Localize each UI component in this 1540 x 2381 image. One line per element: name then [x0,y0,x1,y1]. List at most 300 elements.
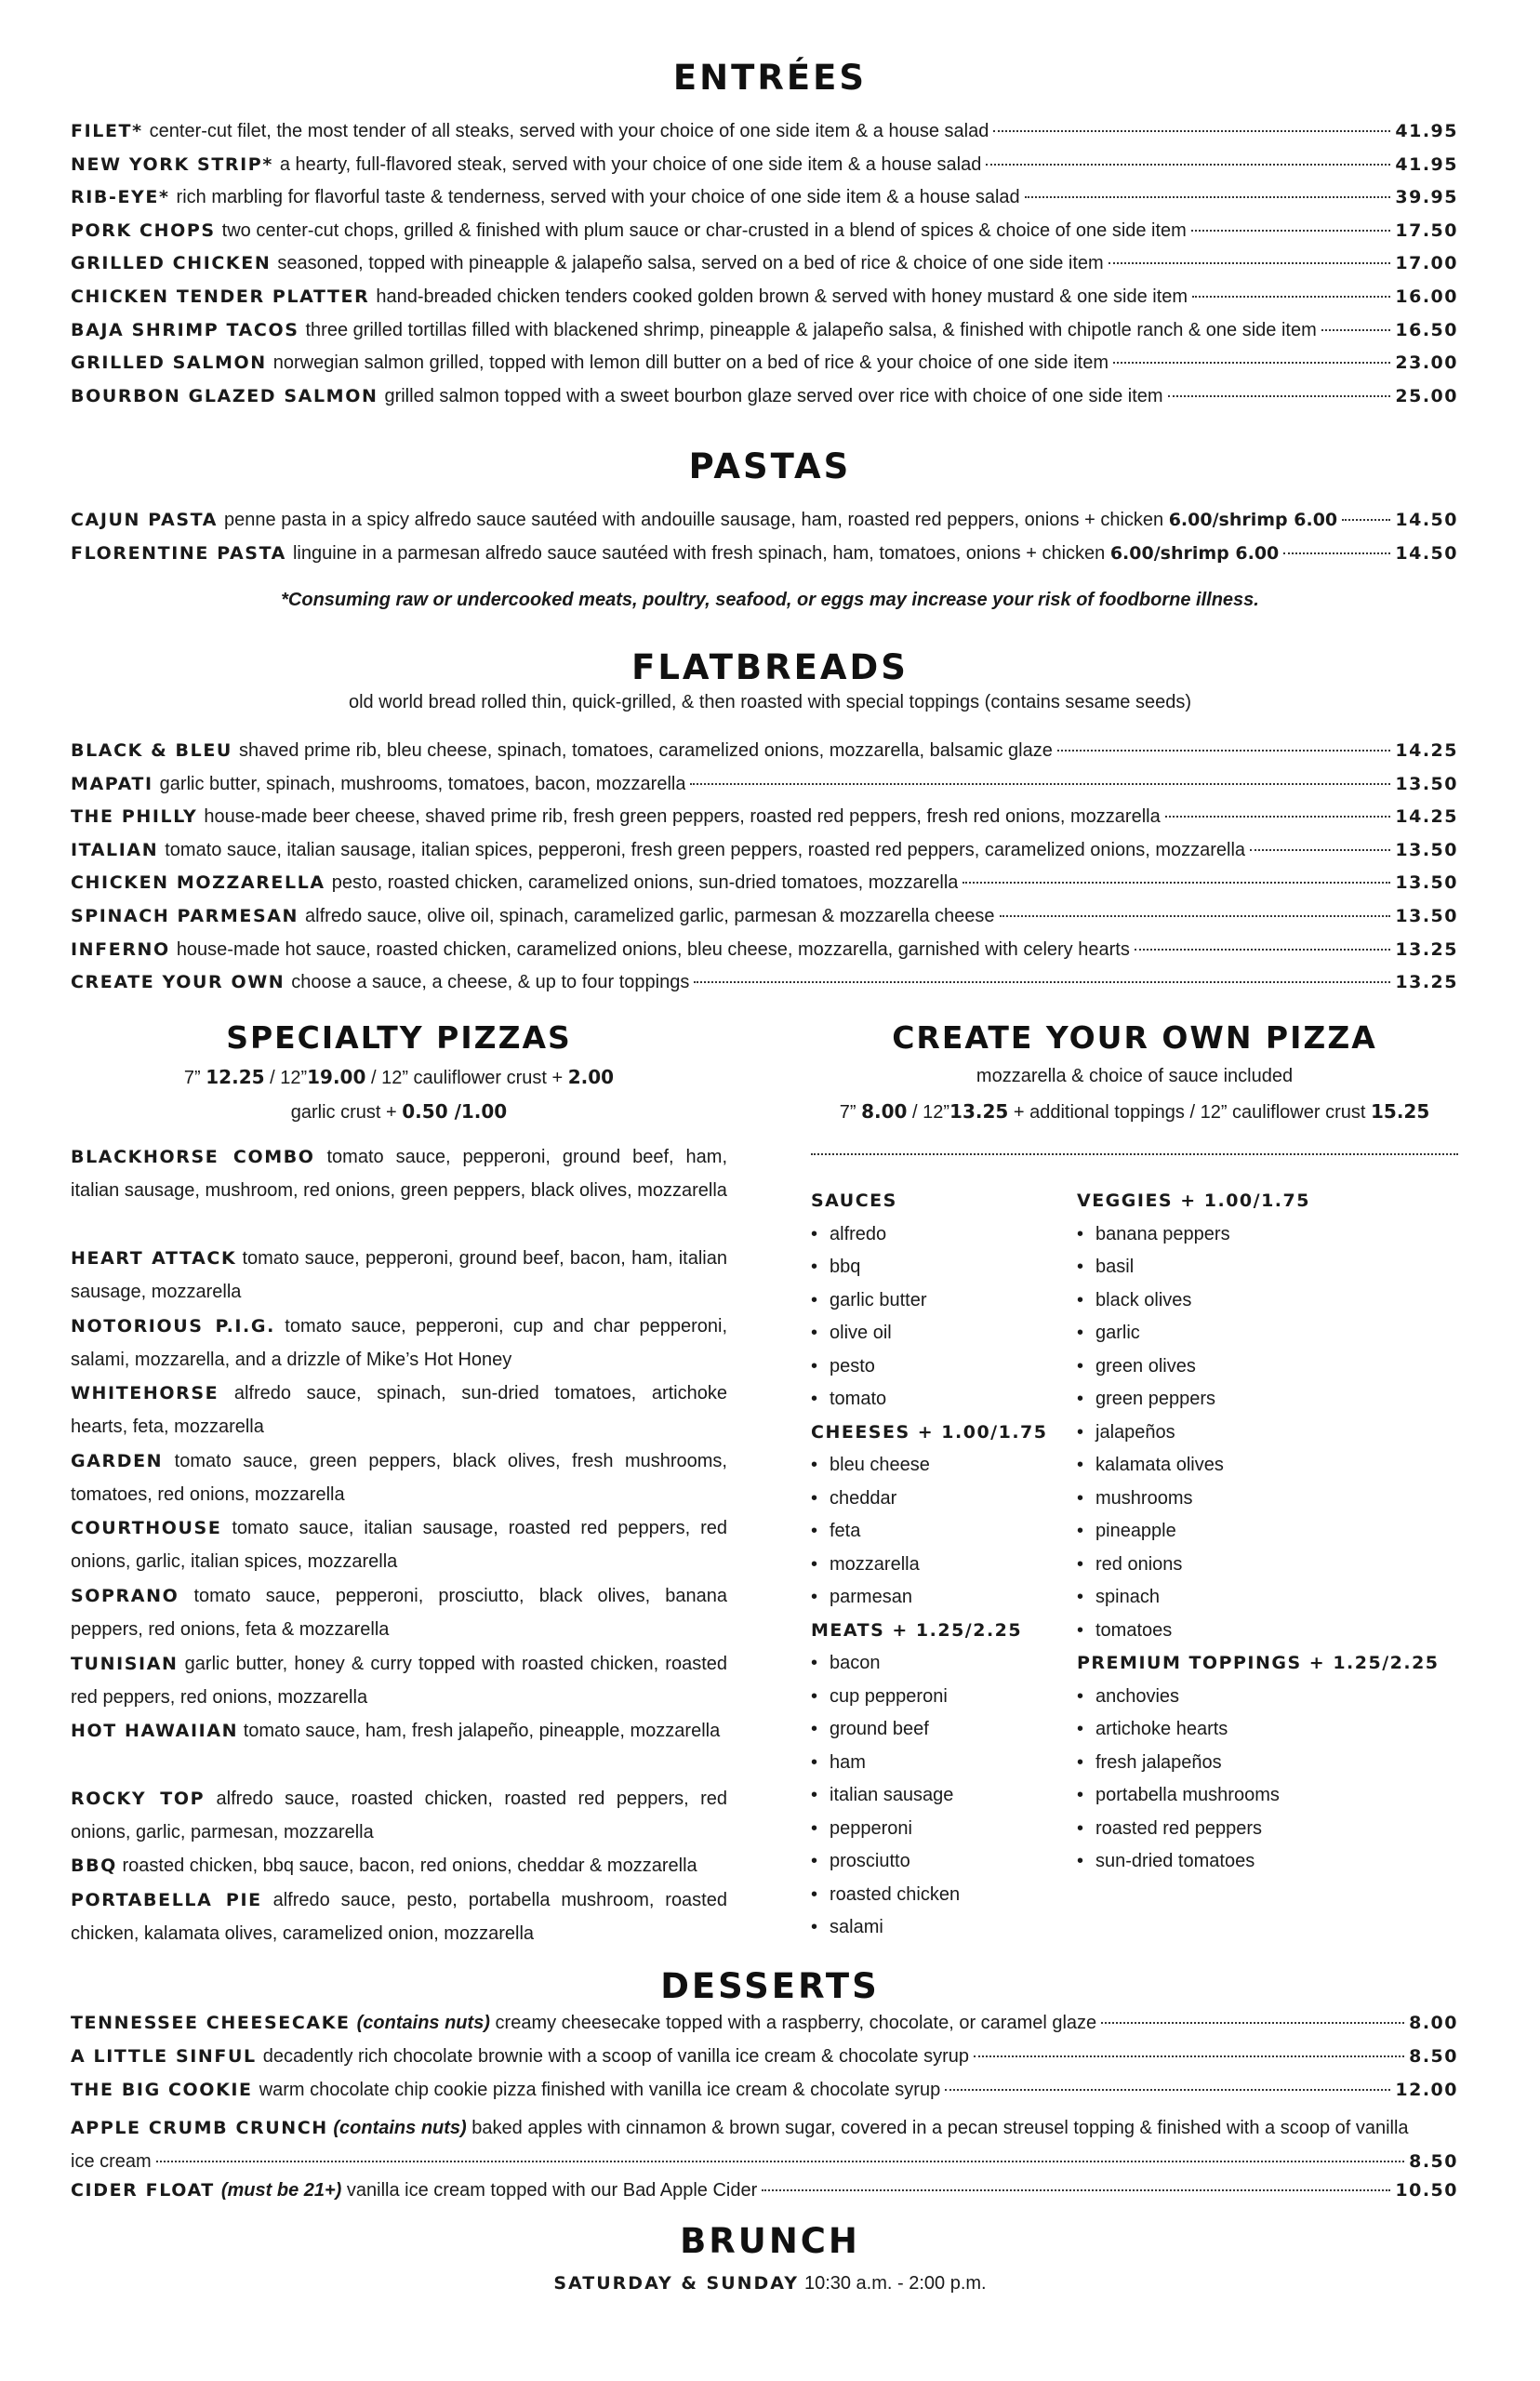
flatbread-row [71,939,1458,971]
dot-leader [690,783,1390,785]
specialty-pizzas-title: SPECIALTY PIZZAS [226,1019,572,1056]
bullet: • [811,1751,818,1773]
bullet: • [811,1883,818,1905]
dot-leader [1025,196,1391,198]
bullet: • [811,1455,818,1475]
topping-name: roasted red peppers [1095,1817,1263,1839]
topping-item [1077,1224,1230,1245]
topping-name: red onions [1095,1553,1183,1575]
item-name: CAJUN PASTA [71,510,219,530]
pizza-description: tomato sauce, pepperoni, cup and char pepperoni, salami, mozzarella, and a drizzle of Mike’s Hot Honey [71,1315,727,1370]
topping-item [1077,1686,1179,1708]
topping-item [811,1785,953,1806]
dessert-price: 10.50 [1395,2180,1458,2201]
entree-row [71,286,1458,318]
dessert-description-text: creamy cheesecake topped with a raspberry, chocolate, or caramel glaze [495,2013,1097,2033]
entree-row [71,352,1458,384]
topping-item [811,1455,930,1476]
pizza-name: BBQ [71,1856,117,1877]
topping-item [811,1686,948,1708]
flatbread-row [71,840,1458,871]
item-name: THE PHILLY [71,806,198,828]
topping-item [1077,1455,1224,1476]
foodborne-disclaimer: *Consuming raw or undercooked meats, poultry, seafood, or eggs may increase your risk of foodborne illness. [281,590,1259,610]
item-price: 17.00 [1395,253,1458,274]
bullet: • [1077,1553,1084,1575]
pizza-name: WHITEHORSE [71,1383,219,1404]
dot-leader [1168,395,1391,397]
topping-category-meats: MEATS + 1.25/2.25 [811,1619,1023,1641]
brunch-time: 10:30 a.m. - 2:00 p.m. [803,2273,987,2294]
item-name: PORK CHOPS [71,219,216,241]
topping-name: green olives [1095,1355,1196,1377]
specialty-pizza-item [71,1377,727,1443]
specialty-pizza-item [71,1782,727,1849]
cyo-cauliflower-price: 15.25 [1370,1100,1430,1123]
item-price: 14.25 [1395,740,1458,761]
bullet: • [1077,1685,1084,1707]
item-description [305,906,994,927]
topping-name: sun-dried tomatoes [1095,1851,1255,1871]
bullet: • [811,1487,818,1509]
item-name: NEW YORK STRIP* [71,153,273,175]
dot-leader [1342,519,1390,521]
pasta-row [71,510,1458,541]
bullet: • [811,1785,818,1805]
topping-name: kalamata olives [1095,1455,1224,1475]
item-price: 16.50 [1395,319,1458,340]
dessert-price: 12.00 [1395,2080,1458,2100]
dot-leader [762,2189,1390,2191]
topping-name: bbq [830,1257,861,1277]
topping-name: cheddar [830,1487,897,1509]
topping-name: artichoke hearts [1095,1719,1228,1739]
item-name: BAJA SHRIMP TACOS [71,319,299,340]
pastas-title: PASTAS [688,446,852,486]
item-name: MAPATI [71,773,153,794]
topping-item [1077,1356,1196,1377]
bullet: • [1077,1421,1084,1443]
item-description [160,774,686,795]
item-description-text: linguine in a parmesan alfredo sauce sautéed with fresh spinach, ham, tomatoes, onions + chicken [292,542,1106,564]
item-description-text: alfredo sauce, olive oil, spinach, caramelized garlic, parmesan & mozzarella cheese [305,906,995,926]
topping-item [811,1290,927,1311]
topping-name: olive oil [830,1323,892,1343]
item-name: INFERNO [71,938,170,960]
item-description [165,840,1245,861]
item-description [332,872,959,894]
bullet: • [811,1521,818,1541]
bullet: • [811,1685,818,1707]
dessert-line-1 [71,2111,1458,2145]
dessert-description: baked apples with cinnamon & brown sugar, covered in a pecan streusel topping & finished with a scoop of vanilla [471,2118,1409,2138]
pizza-description: roasted chicken, bbq sauce, bacon, red onions, cheddar & mozzarella [122,1856,697,1877]
item-description-text: rich marbling for flavorful taste & tenderness, served with your choice of one side item & a house salad [176,187,1020,208]
dot-leader [1165,816,1391,818]
item-price: 41.95 [1395,153,1458,175]
topping-name: parmesan [830,1587,912,1607]
desserts-title: DESSERTS [660,1966,880,2006]
topping-name: portabella mushrooms [1095,1785,1280,1805]
pizza-description: tomato sauce, pepperoni, prosciutto, black olives, banana peppers, red onions, feta & mozzarella [71,1585,728,1640]
entree-row [71,121,1458,153]
topping-item [1077,1785,1280,1806]
bullet: • [1077,1521,1084,1541]
item-description [273,352,1109,374]
item-price: 14.50 [1395,510,1458,530]
item-description [277,253,1103,274]
create-your-own-pizza-title: CREATE YOUR OWN PIZZA [892,1019,1377,1056]
item-name: GRILLED CHICKEN [71,253,272,274]
flatbread-row [71,972,1458,1004]
item-description [239,740,1053,762]
topping-item [1077,1752,1222,1774]
item-name: RIB-EYE* [71,187,170,208]
topping-name: italian sausage [830,1785,954,1805]
item-name: CHICKEN TENDER PLATTER [71,286,370,307]
topping-item [1077,1818,1262,1840]
pizza-description: alfredo sauce, spinach, sun-dried tomatoes, artichoke hearts, feta, mozzarella [71,1383,727,1438]
pizza-name: BLACKHORSE COMBO [71,1147,315,1167]
item-description-text: three grilled tortillas filled with blackened shrimp, pineapple & jalapeño salsa, & finished with chipotle ranch & one side item [305,319,1317,340]
pizza-name: SOPRANO [71,1585,179,1606]
item-description-text: seasoned, topped with pineapple & jalapeño salsa, served on a bed of rice & choice of one side item [277,253,1104,274]
topping-name: bleu cheese [830,1455,930,1475]
bullet: • [1077,1851,1084,1871]
entree-row [71,320,1458,352]
bullet: • [1077,1355,1084,1377]
item-name: CHICKEN MOZZARELLA [71,872,325,894]
dot-leader [945,2089,1390,2091]
topping-item [811,1356,875,1377]
flatbread-row [71,774,1458,805]
topping-item [811,1851,910,1872]
dessert-description-text: vanilla ice cream topped with our Bad Apple Cider [346,2180,758,2201]
topping-name: feta [830,1521,861,1541]
topping-item [811,1389,886,1410]
topping-item [1077,1422,1175,1443]
price-12: 19.00 [307,1066,366,1088]
item-price: 39.95 [1395,187,1458,208]
dot-leader [1283,552,1390,554]
topping-item [811,1554,920,1576]
item-description-text: a hearty, full-flavored steak, served with your choice of one side item & a house salad [279,153,982,175]
topping-item [811,1323,892,1344]
item-description [204,806,1160,828]
bullet: • [1077,1257,1084,1277]
dessert-name: THE BIG COOKIE [71,2080,253,2100]
item-description [224,510,1337,531]
dessert-description [221,2180,757,2201]
dot-leader [1000,915,1391,917]
cyo-size-7: 7” [839,1102,856,1123]
topping-name: spinach [1095,1587,1160,1607]
flatbread-row [71,806,1458,838]
dessert-name: TENNESSEE CHEESECAKE [71,2013,351,2033]
dot-leader [962,882,1390,884]
item-name: BOURBON GLAZED SALMON [71,385,378,406]
specialty-pizza-item [71,1511,727,1578]
dessert-row [71,2013,1458,2044]
item-description-text: hand-breaded chicken tenders cooked golden brown & served with honey mustard & one side item [376,286,1188,307]
specialty-pizza-item [71,1579,727,1646]
pizza-description: tomato sauce, pepperoni, ground beef, bacon, ham, italian sausage, mozzarella [71,1247,727,1302]
bullet: • [1077,1289,1084,1310]
dessert-description-cont: ice cream [71,2151,152,2172]
dessert-description [263,2046,969,2068]
entrees-title: ENTRÉES [672,58,868,98]
item-description-text: norwegian salmon grilled, topped with lemon dill butter on a bed of rice & your choice of one side item [272,352,1109,374]
topping-item [1077,1554,1182,1576]
item-description-text: tomato sauce, italian sausage, italian spices, pepperoni, fresh green peppers, roasted red peppers, caramelized onions, mozzarella [165,839,1246,860]
item-addon-price: 6.00/shrimp 6.00 [1109,542,1280,564]
item-price: 14.50 [1395,542,1458,564]
dot-leader [1109,262,1391,264]
item-description [280,154,981,176]
item-price: 13.25 [1395,972,1458,993]
topping-name: garlic butter [830,1289,927,1310]
item-price: 13.50 [1395,773,1458,794]
topping-item [811,1719,929,1740]
flatbread-row [71,906,1458,938]
dot-leader [1192,296,1390,298]
dessert-description [259,2080,941,2101]
pizza-description: alfredo sauce, roasted chicken, roasted red peppers, red onions, garlic, parmesan, mozzarella [71,1788,727,1842]
bullet: • [811,1355,818,1377]
bullet: • [1077,1455,1084,1475]
size-7: 7” [183,1068,201,1088]
dessert-description-text: decadently rich chocolate brownie with a scoop of vanilla ice cream & chocolate syrup [262,2046,970,2067]
bullet: • [811,1257,818,1277]
item-description-text: two center-cut chops, grilled & finished with plum sauce or char-crusted in a blend of spices & choice of one side item [221,219,1187,241]
pizza-description: tomato sauce, italian sausage, roasted red peppers, red onions, garlic, italian spices, mozzarella [71,1518,727,1573]
topping-item [811,1488,896,1510]
dessert-name: CIDER FLOAT [71,2180,215,2201]
item-description [177,939,1130,961]
item-price: 13.50 [1395,872,1458,894]
entree-row [71,220,1458,252]
item-description-text: grilled salmon topped with a sweet bourbon glaze served over rice with choice of one side item [384,385,1163,406]
bullet: • [811,1323,818,1343]
item-price: 14.25 [1395,806,1458,828]
topping-item [1077,1521,1176,1542]
item-price: 41.95 [1395,121,1458,141]
cyo-price-7: 8.00 [861,1100,908,1123]
item-addon-price: 6.00/shrimp 6.00 [1168,510,1338,530]
bullet: • [811,1587,818,1607]
item-description-text: house-made hot sauce, roasted chicken, caramelized onions, bleu cheese, mozzarella, garnished with celery hearts [176,938,1130,960]
brunch-title: BRUNCH [680,2221,860,2261]
cyo-price-line [811,1100,1458,1124]
pizza-name: ROCKY TOP [71,1788,206,1809]
item-name: GRILLED SALMON [71,352,267,374]
bullet: • [1077,1323,1084,1343]
topping-item [811,1752,866,1774]
bullet: • [811,1289,818,1310]
topping-item [811,1818,912,1840]
cyo-divider [811,1153,1458,1155]
bullet: • [811,1719,818,1739]
pizza-description: alfredo sauce, pesto, portabella mushroom, roasted chicken, kalamata olives, caramelized onion, mozzarella [71,1889,727,1944]
cyo-price-12: 13.25 [949,1100,1009,1123]
topping-category-sauces: SAUCES [811,1190,897,1211]
bullet: • [1077,1389,1084,1409]
specialty-pizza-item [71,1883,727,1950]
pizza-description: garlic butter, honey & curry topped with roasted chicken, roasted red peppers, red onions, mozzarella [71,1653,728,1708]
item-description-text: center-cut filet, the most tender of all steaks, served with your choice of one side item & a house salad [149,121,989,141]
topping-item [811,1224,886,1245]
dessert-price: 8.50 [1409,2046,1458,2067]
topping-name: anchovies [1095,1685,1180,1707]
specialty-pizza-item [71,1849,727,1882]
price-7: 12.25 [206,1066,265,1088]
bullet: • [811,1223,818,1244]
topping-name: green peppers [1095,1389,1215,1409]
dessert-line-2 [71,2145,1458,2178]
flatbread-row [71,740,1458,772]
bullet: • [1077,1785,1084,1805]
specialty-pizza-item [71,1310,727,1377]
pizza-name: PORTABELLA PIE [71,1889,262,1910]
item-name: FILET* [71,121,143,141]
topping-category-cheeses: CHEESES + 1.00/1.75 [811,1421,1048,1443]
specialty-pizza-item [71,1444,727,1511]
pizza-name: TUNISIAN [71,1653,179,1674]
dot-leader [986,164,1390,166]
item-description [150,121,989,142]
topping-category-premium: PREMIUM TOPPINGS + 1.25/2.25 [1077,1653,1440,1673]
topping-item [811,1884,960,1906]
dot-leader [1113,362,1390,364]
topping-item [811,1653,881,1674]
dessert-note: (must be 21+) [220,2180,342,2201]
dessert-price: 8.50 [1409,2151,1458,2172]
topping-item [1077,1488,1192,1510]
dot-leader [993,130,1390,132]
item-description [376,286,1188,308]
entree-row [71,154,1458,186]
topping-name: tomatoes [1095,1619,1173,1641]
item-price: 16.00 [1395,286,1458,307]
bullet: • [811,1817,818,1839]
garlic-crust-price: 0.50 /1.00 [402,1100,508,1123]
topping-name: roasted chicken [830,1883,961,1905]
topping-item [1077,1257,1134,1278]
dessert-row [71,2111,1458,2178]
dot-leader [694,981,1390,983]
topping-name: bacon [830,1653,881,1673]
pizza-description: tomato sauce, pepperoni, ground beef, ham, italian sausage, mushroom, red onions, green peppers, black olives, mozzarella [71,1147,728,1201]
item-name: ITALIAN [71,839,159,860]
bullet: • [1077,1487,1084,1509]
bullet: • [811,1851,818,1871]
dessert-note: (contains nuts) [333,2118,467,2138]
item-price: 13.50 [1395,906,1458,926]
cauliflower-label: / 12” cauliflower crust + [370,1068,564,1088]
dessert-row [71,2046,1458,2078]
topping-name: banana peppers [1095,1223,1230,1244]
topping-item [811,1257,860,1278]
pizza-description: tomato sauce, ham, fresh jalapeño, pineapple, mozzarella [243,1721,721,1742]
bullet: • [811,1917,818,1937]
topping-name: fresh jalapeños [1095,1751,1222,1773]
pizza-name: NOTORIOUS P.I.G. [71,1315,275,1337]
entree-row [71,253,1458,285]
topping-item [811,1587,912,1608]
dot-leader [1250,849,1390,851]
topping-item [1077,1389,1215,1410]
topping-item [811,1521,860,1542]
bullet: • [1077,1587,1084,1607]
flatbreads-subtitle: old world bread rolled thin, quick-grilled, & then roasted with special toppings (contains sesame seeds) [348,692,1192,712]
topping-item [811,1917,883,1938]
cyo-size-12: / 12” [912,1102,950,1123]
entree-row [71,187,1458,219]
specialty-pizza-item [71,1140,727,1207]
dot-leader [1057,750,1391,752]
item-price: 17.50 [1395,219,1458,241]
item-name: FLORENTINE PASTA [71,542,286,564]
topping-name: alfredo [830,1223,887,1244]
dot-leader [156,2161,1404,2162]
topping-name: tomato [830,1389,887,1409]
topping-name: ground beef [830,1719,929,1739]
dot-leader [1101,2022,1404,2024]
topping-item [1077,1620,1172,1642]
garlic-crust-label: garlic crust + [290,1102,397,1123]
cyo-additional-label: + additional toppings / 12” cauliflower crust [1013,1102,1366,1123]
pizza-name: HEART ATTACK [71,1247,237,1269]
topping-name: black olives [1095,1289,1192,1310]
topping-name: mushrooms [1095,1487,1193,1509]
bullet: • [1077,1719,1084,1739]
size-12: / 12” [270,1068,308,1088]
item-name: SPINACH PARMESAN [71,906,299,926]
topping-name: pesto [830,1355,875,1377]
dot-leader [1321,329,1391,331]
item-name: BLACK & BLEU [71,740,232,761]
specialty-price-line-1 [71,1066,727,1089]
dessert-row [71,2180,1458,2212]
topping-name: basil [1095,1257,1135,1277]
bullet: • [1077,1223,1084,1244]
topping-name: salami [830,1917,883,1937]
topping-category-veggies: VEGGIES + 1.00/1.75 [1077,1190,1310,1211]
brunch-hours [0,2273,1540,2295]
item-description [293,543,1279,565]
pasta-row [71,543,1458,575]
dot-leader [1135,949,1391,951]
item-price: 13.50 [1395,839,1458,860]
dessert-name: APPLE CRUMB CRUNCH [71,2118,328,2138]
specialty-pizza-item [71,1647,727,1714]
item-description-text: shaved prime rib, bleu cheese, spinach, tomatoes, caramelized onions, mozzarella, balsamic glaze [238,740,1053,761]
item-price: 13.25 [1395,938,1458,960]
item-price: 23.00 [1395,352,1458,374]
flatbreads-title: FLATBREADS [631,647,909,687]
entree-row [71,386,1458,418]
topping-name: mozzarella [830,1553,920,1575]
bullet: • [1077,1817,1084,1839]
item-description [384,386,1162,407]
topping-item [1077,1719,1228,1740]
dot-leader [974,2055,1404,2057]
dessert-note: (contains nuts) [356,2013,490,2033]
dessert-description [357,2013,1097,2034]
item-description [177,187,1020,208]
pizza-name: COURTHOUSE [71,1518,222,1539]
specialty-price-line-2 [71,1100,727,1124]
